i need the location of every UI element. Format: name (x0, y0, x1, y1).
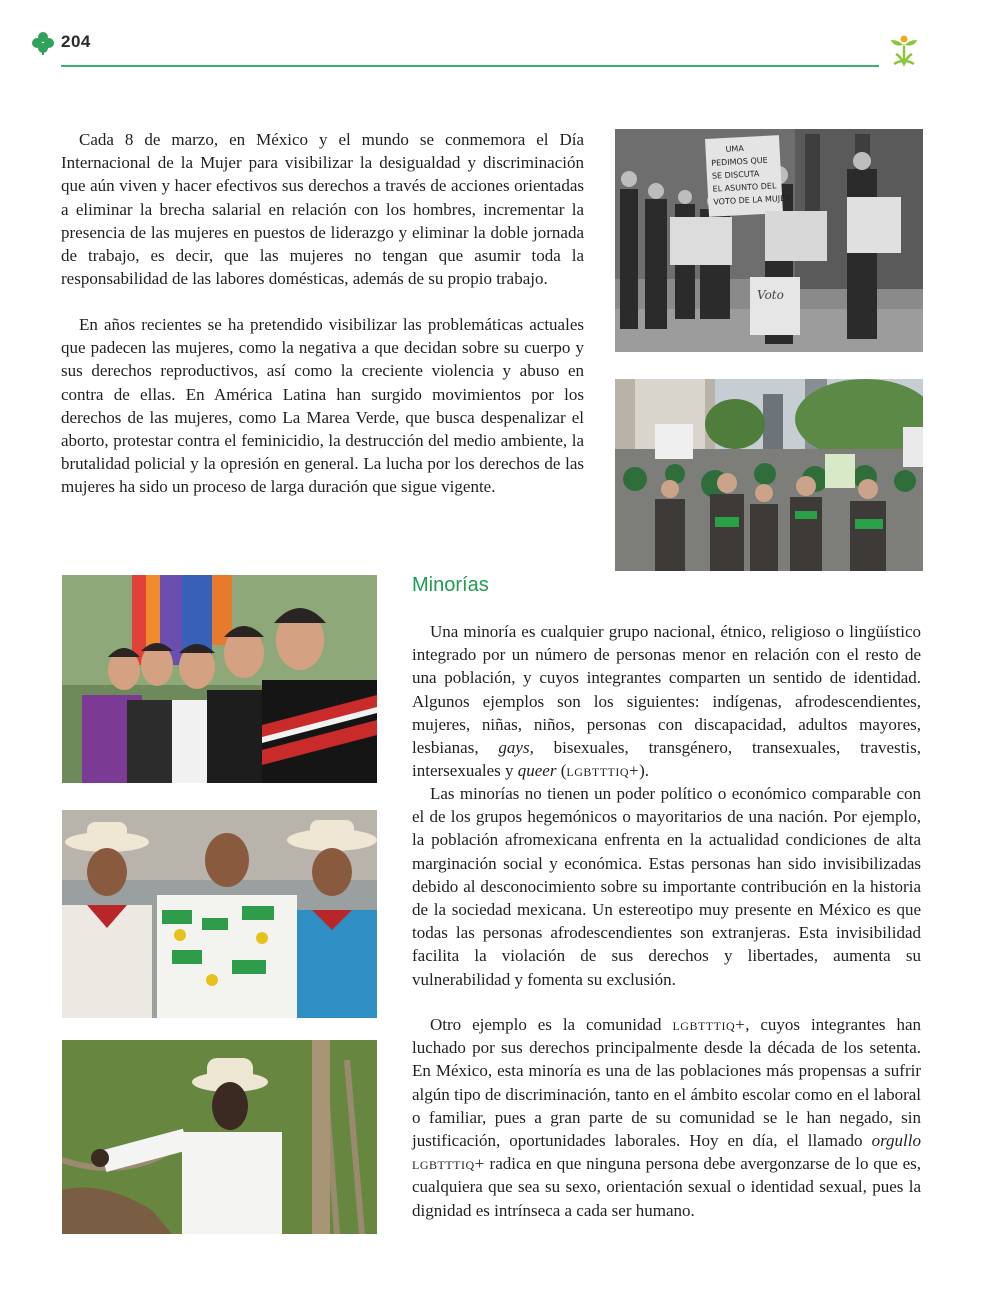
acronym-lgbtttiq: lgbtttiq+ (412, 1154, 485, 1174)
photo-pride-group (62, 575, 377, 783)
text-run: ). (639, 761, 650, 781)
text-run: Otro ejemplo es la comunidad (430, 1015, 673, 1034)
sprout-logo-icon (886, 34, 922, 70)
photo-suffrage-protest (615, 129, 923, 352)
page-number: 204 (61, 32, 91, 51)
photo-marea-verde-march (615, 379, 923, 571)
italic-term-queer: queer (517, 761, 557, 781)
page-header (0, 0, 986, 80)
text-run: radica en que ninguna persona debe avergonzarse de lo que es, cualquiera que sea su sexo, orientación sexual o identidad sexual, pues la dignidad es intrínseca a cada ser humano. (412, 1154, 921, 1220)
minorias-paragraph-1 (412, 620, 921, 782)
acronym-lgbtttiq: lgbtttiq+ (672, 1015, 746, 1034)
photo-afromexican-man (62, 1040, 377, 1234)
italic-term-gays: gays (498, 738, 530, 758)
header-rule (61, 65, 879, 67)
intro-paragraph-2: En años recientes se ha pretendido visibilizar las problemáticas actuales que padecen las mujeres, como la negativa a que decidan sobre su cuerpo y sus derechos reproductivos, así como la creciente violencia y abuso en contra de ellas. En América Latina han surgido movimientos por los derechos de las mujeres, como La Marea Verde, que busca despenalizar el aborto, protestar contra el feminicidio, la destrucción del medio ambiente, la brutalidad policial y la opresión en general. La lucha por los derechos de las mujeres ha sido un proceso de larga duración que sigue vigente. (61, 315, 584, 497)
minorias-paragraph-2: Las minorías no tienen un poder político o económico comparable con el de los grupos hegemónicos o mayoritarios de una nación. Por ejemplo, la población afromexicana enfrenta en la actualidad condiciones de alta marginación social y económica. Estas personas han sido invisibilizadas debido al desconocimiento sobre su importante contribución en la historia de la sociedad mexicana. Un estereotipo muy presente en México es que todas las personas afrodescendientes son extranjeras. Esta invisibilidad facilita la violación de sus derechos y libertades, aumenta su vulnerabilidad y fomenta su exclusión. (412, 784, 921, 989)
sign-text-1: UMA PEDIMOS QUE SE DISCUTA EL ASUNTO DEL VOTO DE LA MUJER (711, 143, 791, 207)
text-run: Una minoría es cualquier grupo nacional, étnico, religioso o lingüístico integrado por un número de personas menor en relación con el resto de una población, y cuyos integrantes comparten un sentido de identidad. Algunos ejemplos son los siguientes: indígenas, afrodescendientes, mujeres, niñas, niños, personas con discapacidad, adultos mayores, lesbianas, (412, 622, 921, 758)
acronym-lgbtttiq: lgbtttiq+ (566, 761, 640, 781)
sign-text-2: Voto (757, 288, 784, 302)
minorias-paragraph-3 (412, 1013, 921, 1222)
italic-term-orgullo: orgullo (871, 1131, 921, 1151)
text-run: , cuyos integrantes han luchado por sus derechos principalmente desde la década de los setenta. En México, esta minoría es una de las poblaciones más propensas a sufrir algún tipo de discriminación, tanto en el ámbito escolar como en el laboral o familiar, pues a gran parte de su comunidad se le han negado, sin justificación, oportunidades laborales. Hoy en día, el llamado (412, 1015, 921, 1151)
text-run: , bisexuales, transgénero, transexuales, travestis, intersexuales y (412, 738, 921, 781)
text-run: ( (556, 761, 567, 781)
photo-indigenous-men (62, 810, 377, 1018)
intro-paragraph-1: Cada 8 de marzo, en México y el mundo se conmemora el Día Internacional de la Mujer para visibilizar la desigualdad y discriminación que aún viven y hacer efectivos sus derechos a través de acciones orientadas a eliminar la brecha salarial en relación con los hombres, incrementar la presencia de las mujeres en puestos de liderazgo y eliminar la doble jornada de trabajo, es decir, que las mujeres no tengan que asumir toda la responsabilidad de las labores domésticas, además de su propio trabajo. (61, 130, 584, 289)
clover-logo-icon (30, 30, 56, 56)
section-title-minorias: Minorías (412, 574, 489, 596)
